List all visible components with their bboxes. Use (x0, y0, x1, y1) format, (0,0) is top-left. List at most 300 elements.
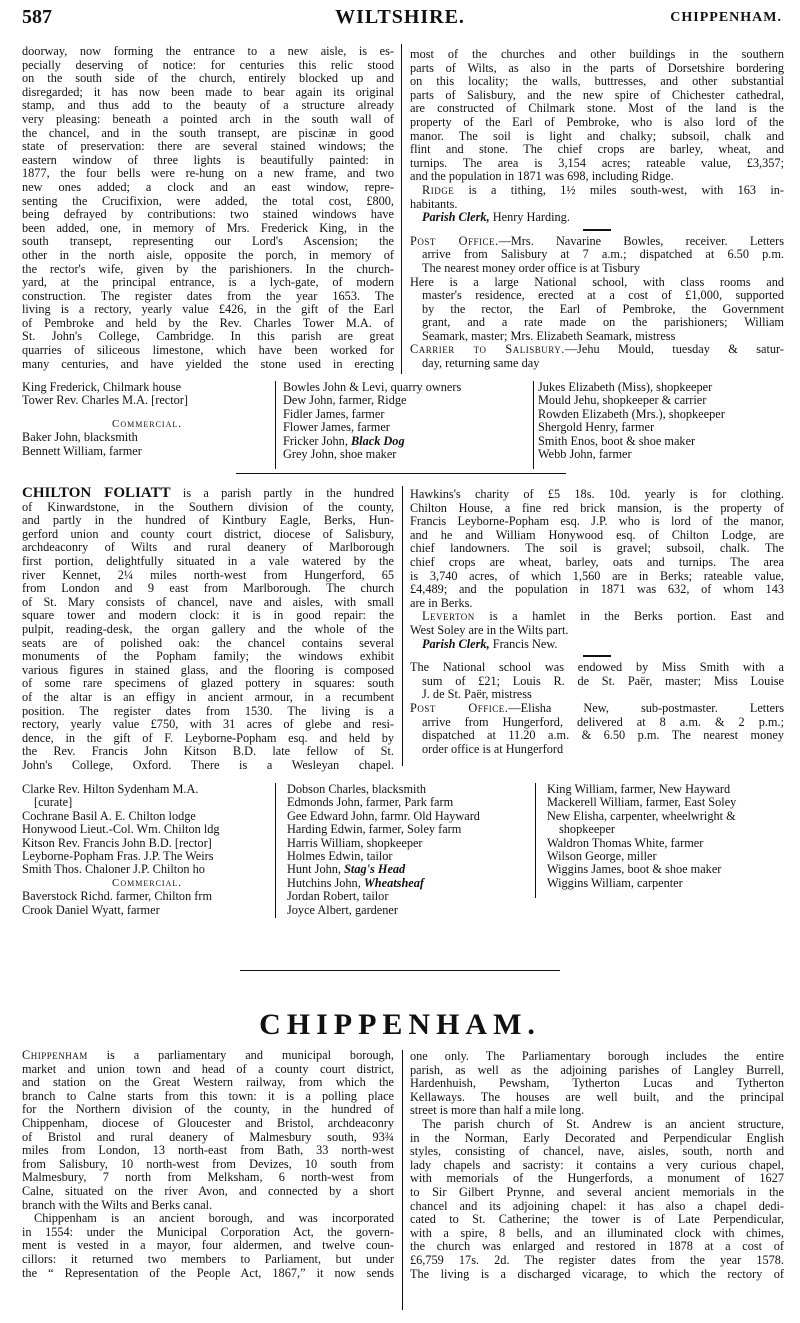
line-text: yard, at the principal entrance, is a lych-gate, of modern (22, 275, 394, 290)
directory-entry (287, 837, 537, 850)
line-text: position. The register dates from 1530. The living is a (22, 703, 394, 718)
line-text: rectory, yearly value £750, with 31 acres of glebe and resi- (22, 717, 394, 732)
text-line (410, 235, 784, 249)
paragraph-lead: Post Office. (410, 233, 499, 248)
text-line (22, 677, 394, 691)
line-text: Chilton House, a fine red brick mansion, is the property of (410, 500, 784, 515)
text-line (22, 358, 394, 372)
entry-text: Mackerell William, farmer, East Soley (547, 795, 737, 810)
line-text: by the rector, the Earl of Pembroke, the Government (422, 301, 784, 316)
directory-entry (22, 890, 272, 903)
directory-entry (22, 796, 272, 809)
text-line (22, 1185, 394, 1199)
directory-entry (22, 783, 272, 796)
text-line (410, 262, 784, 276)
entry-text: Wiggins William, carpenter (547, 875, 683, 890)
text-line (22, 609, 394, 623)
line-text: are in Berks. (410, 595, 473, 610)
entry-text: King William, farmer, New Hayward (547, 782, 731, 796)
text-line (410, 542, 784, 556)
text-line (410, 675, 784, 689)
text-line (22, 303, 394, 317)
text-line (22, 541, 394, 555)
text-line (22, 72, 394, 86)
chilton-directory-private (22, 783, 272, 917)
directory-entry (547, 877, 797, 890)
paragraph (410, 702, 784, 756)
line-text: square tower and modern clock: it is in good repair: the (22, 608, 394, 623)
text-line (22, 154, 394, 168)
paragraph (410, 661, 784, 702)
paragraph (410, 343, 784, 370)
directory-entry (287, 783, 537, 796)
text-line (22, 276, 394, 290)
text-line (410, 211, 784, 225)
text-line (22, 623, 394, 637)
paragraph-lead: Ridge (422, 182, 455, 197)
line-text: The nearest money order office is at Tisbury (422, 260, 640, 275)
text-line (410, 529, 784, 543)
text-line (410, 488, 784, 502)
text-line (22, 1076, 394, 1090)
line-text: —Mrs. Navarine Bowles, receiver. Letters (498, 233, 784, 248)
text-line (22, 569, 394, 583)
line-text: —Jehu Mould, tuesday & satur- (564, 342, 784, 357)
text-line (22, 650, 394, 664)
text-line (410, 688, 784, 702)
text-line (22, 732, 394, 746)
text-line (22, 718, 394, 732)
line-text: chief crops are wheat, barley, oats and turnips. The area (410, 554, 784, 569)
paragraph-lead: Parish Clerk, (422, 210, 490, 225)
line-text: being defrayed by contributions: two stained windows have (22, 207, 394, 222)
text-line (410, 143, 784, 157)
paragraph (22, 1212, 394, 1280)
page-number: 587 (22, 6, 52, 28)
entry-text: New Elisha, carpenter, wheelwright & (547, 808, 736, 823)
text-line (22, 745, 394, 759)
line-text: Calne, situated on the river Avon, and connected by a short (22, 1183, 394, 1198)
line-text: is a parish partly in the hundred (170, 486, 395, 500)
line-text: living is a rectory, yearly value £426, in the gift of the Earl (22, 302, 394, 317)
text-line (22, 195, 394, 209)
chippenham-text-right (410, 1050, 784, 1281)
entry-text: King Frederick, Chilmark house (22, 380, 182, 394)
text-line (410, 89, 784, 103)
line-text: quarries of siliceous limestone, which have been worked for (22, 343, 394, 358)
entry-text: Rowden Elizabeth (Mrs.), shopkeeper (538, 406, 725, 421)
commercial-heading: Commercial. (112, 876, 182, 889)
line-text: of some rare specimens of glazed pottery in squares: south (22, 676, 394, 691)
text-line (410, 1077, 784, 1091)
entry-text: Flower James, farmer (283, 420, 390, 435)
line-text: from Salisbury, 10 north-west from Devizes, 10 south from (22, 1156, 394, 1171)
text-line (22, 637, 394, 651)
line-text: The parish church of St. Andrew is an ancient structure, (422, 1116, 784, 1131)
directory-entry (538, 381, 788, 394)
line-text: and the population in 1871 was 698, including Ridge. (410, 169, 674, 184)
line-text: dence, in the gift of F. Leyborne-Popham esq. and held by (22, 730, 394, 745)
text-line (410, 1104, 784, 1118)
text-line (22, 691, 394, 705)
text-line (410, 1132, 784, 1146)
text-line (410, 184, 784, 198)
text-line (410, 556, 784, 570)
chilmark-directory-private (22, 381, 272, 458)
directory-entry (287, 850, 537, 863)
text-line (22, 317, 394, 331)
line-text: in the Norman, Early Decorated and Perpendicular English (410, 1130, 784, 1145)
entry-text: Jukes Elizabeth (Miss), shopkeeper (538, 380, 713, 394)
line-text: of Kinwardstone, in the Southern division of the county, (22, 499, 394, 514)
line-text: in 1554: under the Municipal Corporation Act, the govern- (22, 1224, 394, 1239)
line-text: other in the north aisle, opposite the porch, in memory of (22, 247, 394, 262)
line-text: arrive from Hungerford, delivered at 8 a.m. & 2 p.m.; (422, 714, 784, 729)
line-text: Chippenham, diocese of Gloucester and Bristol, archdeaconry (22, 1115, 394, 1130)
line-text: of the altar is an effigy in ancient armour, in a recumbent (22, 689, 394, 704)
paragraph-lead: Chippenham (22, 1048, 88, 1062)
section-rule (236, 473, 566, 474)
line-text: eastern window of three lights is beautifully painted: in (22, 152, 394, 167)
text-line (410, 316, 784, 330)
line-text: habitants. (410, 196, 458, 211)
paragraph (410, 1118, 784, 1281)
chilmark-text-left (22, 45, 394, 371)
text-line (410, 661, 784, 675)
column-divider (401, 44, 402, 374)
text-line (22, 167, 394, 181)
text-line (410, 343, 784, 357)
line-text: £4,489; and the population in 1871 was 632, of whom 143 (410, 582, 784, 597)
text-line (22, 1103, 394, 1117)
text-line (410, 303, 784, 317)
text-line (22, 501, 394, 515)
paragraph (410, 235, 784, 276)
column-divider (275, 783, 276, 918)
line-text: St. John's College, Cambridge. In this parish are great (22, 329, 394, 344)
directory-entry (22, 394, 272, 407)
directory-entry (547, 850, 797, 863)
line-text: the “ Representation of the People Act, 1867,” it now sends (22, 1265, 394, 1280)
line-text: for the Northern division of the county, in the hundred of (22, 1102, 394, 1117)
text-line (22, 249, 394, 263)
text-line (410, 502, 784, 516)
line-text: monuments of the Popham family; the windows exhibit (22, 649, 394, 664)
line-text: the chancel, and in the south transept, are piscinæ in good (22, 125, 394, 140)
line-text: is a hamlet in the Berks portion. East and (474, 609, 784, 624)
text-line (410, 48, 784, 62)
text-line (410, 1268, 784, 1282)
directory-entry (283, 381, 533, 394)
text-line (410, 130, 784, 144)
directory-entry (22, 810, 272, 823)
entry-text: Crook Daniel Wyatt, farmer (22, 902, 160, 917)
text-line (410, 597, 784, 611)
line-text: West Soley are in the Wilts part. (410, 622, 569, 637)
directory-entry (22, 823, 272, 836)
line-text: senting the Crucifixion, were added, the total cost, £800, (22, 193, 394, 208)
text-line (410, 610, 784, 624)
text-line (410, 1172, 784, 1186)
chippenham-text-left (22, 1049, 394, 1280)
text-line (410, 1064, 784, 1078)
text-line (410, 638, 784, 652)
line-text: with memorials of the Hungerfords, a monument of 1627 (410, 1171, 784, 1186)
text-line (22, 596, 394, 610)
column-divider (535, 783, 536, 898)
directory-entry (22, 850, 272, 863)
text-line (410, 289, 784, 303)
chilmark-directory-col3 (538, 381, 788, 461)
line-text: is a parliamentary and municipal borough, (87, 1048, 394, 1062)
line-text: chancel and its adjoining chapel: it has also a chapel dedi- (410, 1198, 784, 1213)
text-line (22, 344, 394, 358)
paragraph (22, 487, 394, 772)
line-text: first portion, delightfully situated in a vale watered by the (22, 553, 394, 568)
paragraph-lead: Leverton (422, 609, 475, 624)
entry-text: Webb John, farmer (538, 446, 632, 461)
line-text: gerford union and county court district, diocese of Salisbury, (22, 526, 394, 541)
text-line (22, 235, 394, 249)
text-line (22, 1239, 394, 1253)
text-line (410, 1050, 784, 1064)
entry-inn-name: Stag's Head (344, 862, 406, 877)
text-line (410, 276, 784, 290)
text-line (410, 1159, 784, 1173)
line-text: branch to Calne starts from this town: it is a polling place (22, 1088, 394, 1103)
text-line (22, 1171, 394, 1185)
column-divider (275, 381, 276, 469)
line-text: lady chapels and sacristy: it contains a very curious chapel, (410, 1157, 784, 1172)
line-text: many centuries, and have yielded the stone used in erecting (22, 356, 394, 371)
directory-entry (538, 448, 788, 461)
text-line (22, 59, 394, 73)
line-text: chief landowners. The soil is gravel; subsoil, chalk. The (410, 541, 784, 556)
entry-text: Honywood Lieut.-Col. Wm. Chilton ldg (22, 822, 220, 837)
text-line (410, 743, 784, 757)
entry-text: Gee Edward John, farmr. Old Hayward (287, 808, 480, 823)
line-text: market and union town and head of a county court district, (22, 1061, 394, 1076)
line-text: Hawkins's charity of £5 18s. 10d. yearly is for clothing. (410, 487, 784, 501)
line-text: Malmesbury, 7 north from Melksham, 6 north-west from (22, 1170, 394, 1185)
directory-entry (22, 445, 272, 458)
column-divider (402, 486, 403, 766)
county-heading: WILTSHIRE. (335, 6, 465, 28)
text-line (410, 1091, 784, 1105)
paragraph (410, 638, 784, 652)
line-text: arrive from Salisbury at 7 a.m.; dispatched at 6.50 p.m. (422, 247, 784, 262)
line-text: pulpit, reading-desk, the organ gallery and the whole of the (22, 621, 394, 636)
text-line (410, 102, 784, 116)
chilmark-directory-col2 (283, 381, 533, 461)
directory-entry (22, 431, 272, 444)
text-line (22, 263, 394, 277)
entry-text: Jordan Robert, tailor (287, 889, 389, 904)
line-text: Francis Leyborne-Popham esq. J.P. who is lord of the manor, (410, 514, 784, 529)
directory-entry (283, 435, 533, 448)
line-text: and partly in the hundred of Kintbury Eagle, Berks, Hun- (22, 513, 394, 528)
entry-text: Edmonds John, farmer, Park farm (287, 795, 454, 810)
text-line (22, 208, 394, 222)
line-text: river Kennet, 2¼ miles north-west from Hungerford, 65 (22, 567, 394, 582)
line-text: doorway, now forming the entrance to a new aisle, is es- (22, 44, 394, 58)
line-text: £6,759 17s. 2d. The register dates from the year 1578. (410, 1252, 784, 1267)
text-line (410, 583, 784, 597)
text-line (22, 514, 394, 528)
text-line (410, 62, 784, 76)
line-text: from London and 9 east from Marlborough. The church (22, 581, 394, 596)
directory-entry (547, 837, 797, 850)
line-text: on this locality; the walls, buttresses, and other substantial (410, 74, 784, 89)
entry-name: Hutchins John, (287, 875, 364, 890)
text-line (22, 330, 394, 344)
line-text: manor. The soil is light and chalky; subsoil, chalk and (410, 128, 784, 143)
line-text: of Pembroke and held by the Rev. Charles Tower M.A. of (22, 315, 394, 330)
line-text: dispatched at 11.20 a.m. & 6.50 p.m. The nearest money (422, 728, 784, 743)
text-line (22, 1199, 394, 1213)
directory-entry (22, 381, 272, 394)
text-line (22, 1226, 394, 1240)
line-text: Seamark, master; Mrs. Elizabeth Seamark, mistress (422, 328, 676, 343)
directory-entry (287, 823, 537, 836)
paragraph-lead: CHILTON FOLIATT (22, 485, 171, 501)
line-text: to Sir Gilbert Prynne, and several ancient memorials in the (410, 1184, 784, 1199)
line-text: master's residence, erected at a cost of £1,000, supported (422, 288, 784, 303)
directory-entry (547, 863, 797, 876)
text-line (410, 157, 784, 171)
text-line (410, 198, 784, 212)
text-line (410, 1227, 784, 1241)
divider-rule (410, 225, 784, 235)
line-text: styles, consisting of chancel, nave, aisles, south, north and (410, 1144, 784, 1159)
line-text: archdeaconry of Wilts and rural deanery of Marlborough (22, 540, 394, 555)
text-line (22, 759, 394, 773)
line-text: John's College, Oxford. There is a Wesleyan chapel. (22, 757, 394, 772)
entry-text: Kitson Rev. Francis John B.D. [rector] (22, 835, 212, 850)
text-line (22, 1158, 394, 1172)
chilton-directory-col2 (287, 783, 537, 917)
column-divider (533, 381, 534, 469)
directory-entry (547, 823, 797, 836)
text-line (22, 1090, 394, 1104)
line-text: —Elisha New, sub-postmaster. Letters (508, 700, 784, 715)
directory-entry (287, 904, 537, 917)
line-text: parish, as well as the adjoining parishes of Langley Burrell, (410, 1062, 784, 1077)
line-text: and station on the Great Western railway, from which the (22, 1075, 394, 1090)
text-line (410, 330, 784, 344)
text-line (22, 45, 394, 59)
text-line (410, 1186, 784, 1200)
entry-text: shopkeeper (559, 822, 615, 837)
line-text: is 3,740 acres, of which 1,560 are in Berks; rateable value, (410, 568, 784, 583)
entry-text: Mould Jehu, shopkeeper & carrier (538, 393, 707, 408)
entry-inn-name: Wheatsheaf (363, 875, 424, 890)
chilton-text-right (410, 488, 784, 756)
text-line (22, 1117, 394, 1131)
directory-entry (22, 863, 272, 876)
entry-text: Waldron Thomas White, farmer (547, 835, 704, 850)
line-text: disregarded; it has now been made to bear again its original (22, 84, 394, 99)
paragraph (410, 276, 784, 344)
entry-text: [curate] (34, 795, 73, 810)
paragraph (410, 211, 784, 225)
line-text: pecially deserving of notice: for centuries this relic stood (22, 57, 394, 72)
line-text: property of the Earl of Pembroke, who is also lord of the (410, 114, 784, 129)
entry-text: Fidler James, farmer (283, 406, 385, 421)
line-text: The National school was endowed by Miss Smith with a (410, 660, 784, 675)
directory-entry (538, 408, 788, 421)
text-line (410, 75, 784, 89)
entry-text: Holmes Edwin, tailor (287, 848, 393, 863)
paragraph (22, 45, 394, 371)
directory-entry (287, 810, 537, 823)
line-text: are constructed of Chilmark stone. Most of the land is the (410, 101, 784, 116)
line-text: most of the churches and other buildings in the southern (410, 47, 784, 61)
text-line (22, 582, 394, 596)
line-text: of St. Mary consists of chancel, nave and aisles, with small (22, 594, 394, 609)
line-text: on the south side of the church, entirely blocked up and (22, 71, 394, 86)
text-line (410, 1254, 784, 1268)
line-text: south transept, representing our Lord's Ascension; the (22, 234, 394, 249)
line-text: the church was enlarged and restored in 1878 at a cost of (410, 1239, 784, 1254)
directory-entry (283, 394, 533, 407)
divider-rule (410, 651, 784, 661)
line-text: day, returning same day (422, 356, 540, 371)
line-text: Francis New. (489, 636, 558, 651)
entry-text: Wilson George, miller (547, 848, 657, 863)
entry-text: Bennett William, farmer (22, 443, 142, 458)
text-line (22, 1212, 394, 1226)
text-line (410, 1200, 784, 1214)
text-line (22, 1253, 394, 1267)
text-line (22, 1267, 394, 1281)
directory-entry (538, 435, 788, 448)
entry-text: Tower Rev. Charles M.A. [rector] (22, 393, 189, 408)
entry-text: Dobson Charles, blacksmith (287, 782, 427, 796)
line-text: Henry Harding. (489, 210, 570, 225)
paragraph-lead: Post Office. (410, 700, 509, 715)
text-line (410, 716, 784, 730)
text-line (410, 624, 784, 638)
entry-inn-name: Black Dog (350, 433, 405, 448)
entry-name: Hunt John, (287, 862, 345, 877)
line-text: stamp, and thus add to the beauty of a structure already (22, 98, 394, 113)
directory-entry (547, 810, 797, 823)
text-line (410, 729, 784, 743)
text-line (410, 1145, 784, 1159)
entry-text: Leyborne-Popham Fras. J.P. The Weirs (22, 848, 214, 863)
text-line (22, 1131, 394, 1145)
directory-entry (287, 890, 537, 903)
line-text: flint and stone. The chief crops are barley, wheat, and (410, 142, 784, 157)
text-line (410, 116, 784, 130)
line-text: Kellaways. The houses are well built, and the principal (410, 1089, 784, 1104)
text-line (22, 1063, 394, 1077)
text-line (22, 705, 394, 719)
entry-text: Dew John, farmer, Ridge (283, 393, 407, 408)
text-line (410, 1118, 784, 1132)
line-text: the Rev. Francis John Kitson B.D. late fellow of St. (22, 744, 394, 759)
entry-name: Fricker John, (283, 433, 351, 448)
line-text: The living is a discharged vicarage, to which the rectory of (410, 1266, 784, 1281)
entry-text: Baverstock Richd. farmer, Chilton frm (22, 889, 213, 904)
line-text: and he and William Honywood esq. of Chilton Lodge, are (410, 527, 784, 542)
directory-entry (287, 863, 537, 876)
entry-text: Smith Thos. Chaloner J.P. Chilton ho (22, 862, 205, 877)
text-line (22, 86, 394, 100)
text-line (22, 140, 394, 154)
entry-text: Cochrane Basil A. E. Chilton lodge (22, 808, 196, 823)
